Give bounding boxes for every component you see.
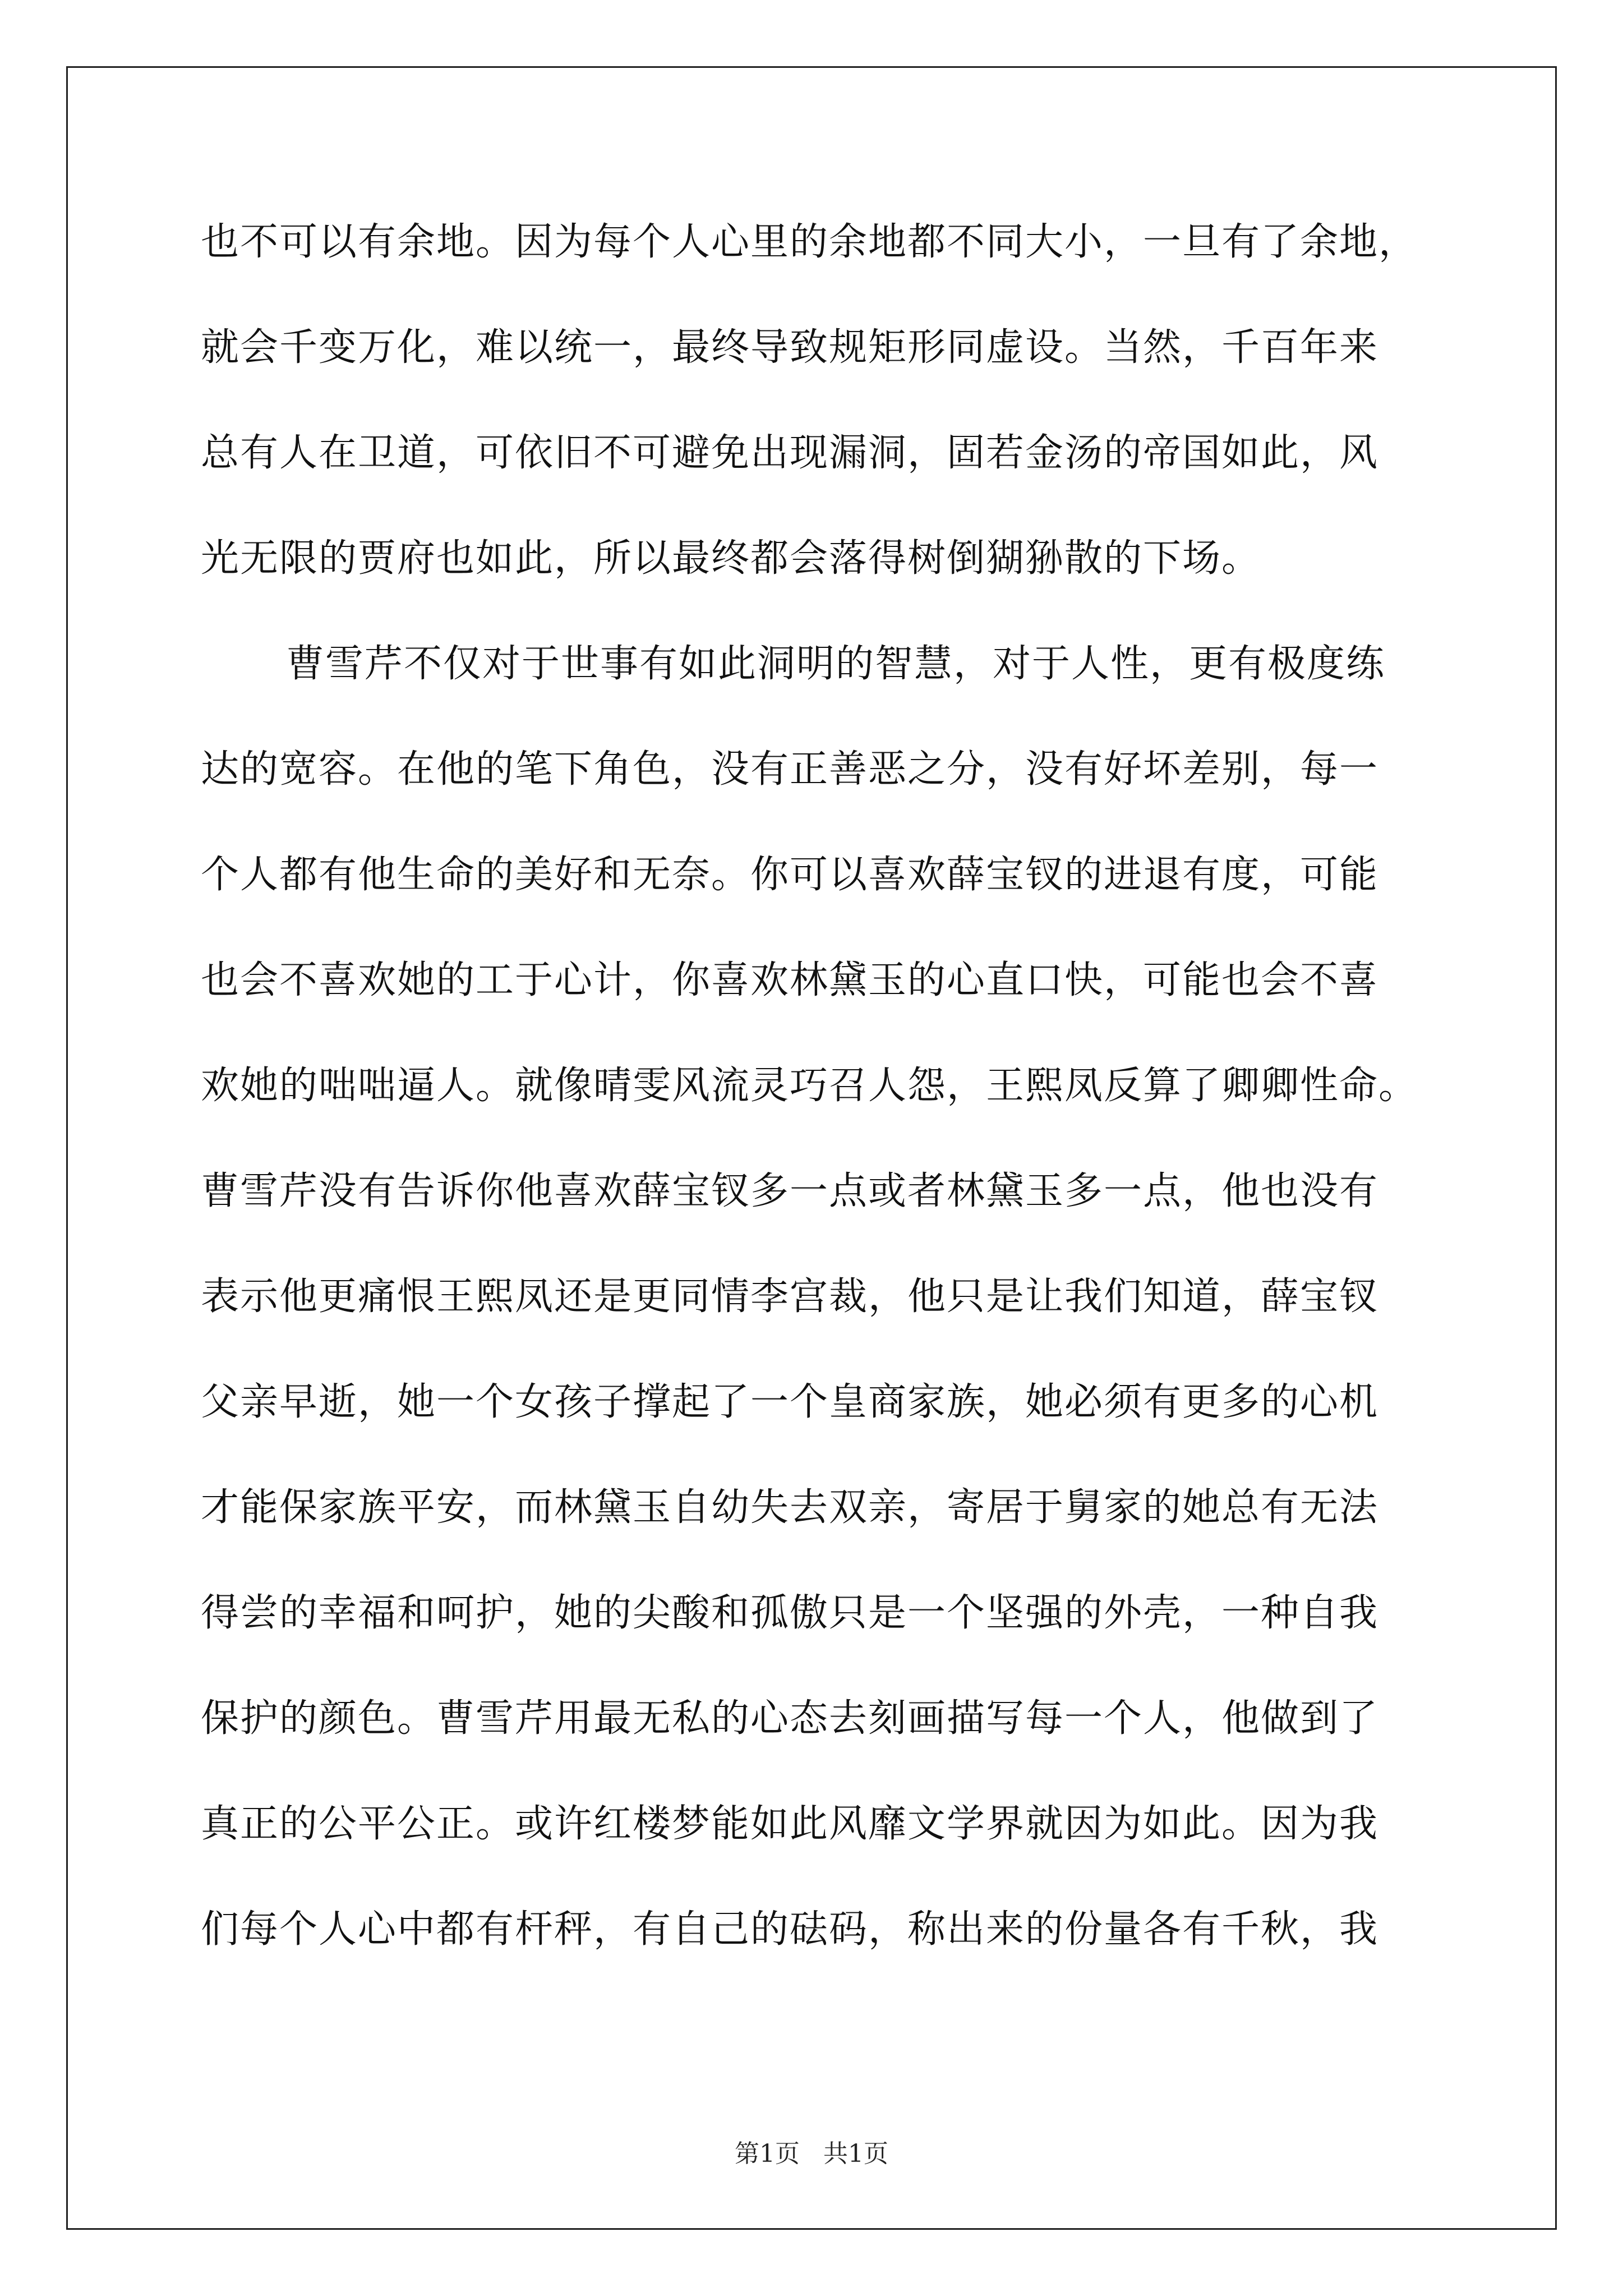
text-line: 们每个人心中都有杆秤，有自己的砝码，称出来的份量各有千秋，我 [201,1907,1379,1952]
text-line: 个人都有他生命的美好和无奈。你可以喜欢薛宝钗的进退有度，可能 [201,853,1379,897]
text-line: 也会不喜欢她的工于心计，你喜欢林黛玉的心直口快，可能也会不喜 [201,958,1379,1002]
text-line: 表示他更痛恨王熙凤还是更同情李宫裁，他只是让我们知道，薛宝钗 [201,1274,1379,1319]
text-line: 达的宽容。在他的笔下角色，没有正善恶之分，没有好坏差别，每一 [201,747,1379,792]
text-line: 真正的公平公正。或许红楼梦能如此风靡文学界就因为如此。因为我 [201,1802,1379,1846]
text-line: 曹雪芹没有告诉你他喜欢薛宝钗多一点或者林黛玉多一点，他也没有 [201,1169,1379,1213]
paragraph-first-line: 曹雪芹不仅对于世事有如此洞明的智慧，对于人性，更有极度练 [286,642,1386,686]
document-body [201,209,1435,2001]
text-line: 才能保家族平安，而林黛玉自幼失去双亲，寄居于舅家的她总有无法 [201,1485,1379,1530]
text-line: 保护的颜色。曹雪芹用最无私的心态去刻画描写每一个人，他做到了 [201,1696,1379,1741]
text-line: 总有人在卫道，可依旧不可避免出现漏洞，固若金汤的帝国如此，风 [201,431,1379,475]
text-line: 得尝的幸福和呵护，她的尖酸和孤傲只是一个坚强的外壳，一种自我 [201,1591,1379,1635]
text-line: 也不可以有余地。因为每个人心里的余地都不同大小，一旦有了余地， [201,220,1418,264]
page-total: 共1页 [823,2139,888,2168]
text-line: 欢她的咄咄逼人。就像晴雯风流灵巧召人怨，王熙凤反算了卿卿性命。 [201,1064,1418,1108]
page-footer [0,2137,1623,2171]
text-line: 父亲早逝，她一个女孩子撑起了一个皇商家族，她必须有更多的心机 [201,1380,1379,1424]
text-line: 光无限的贾府也如此，所以最终都会落得树倒猢狲散的下场。 [201,536,1261,581]
page-number: 第1页 [735,2139,800,2168]
text-line: 就会千变万化，难以统一，最终导致规矩形同虚设。当然，千百年来 [201,325,1379,370]
